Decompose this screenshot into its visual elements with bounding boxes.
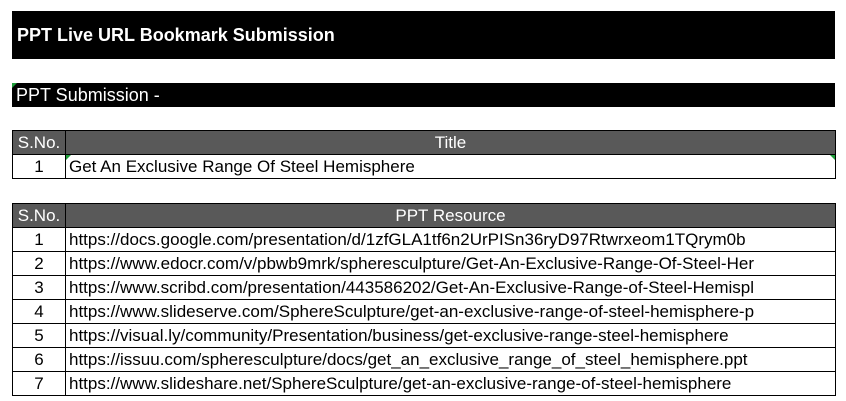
cell-sno[interactable]: 4 — [13, 300, 66, 324]
col-header-title: Title — [66, 131, 836, 155]
table-row — [13, 372, 836, 396]
cell-sno[interactable]: 6 — [13, 348, 66, 372]
resource-table-header — [13, 204, 836, 228]
cell-url-link[interactable]: https://www.edocr.com/v/pbwb9mrk/spheresculpture/Get-An-Exclusive-Range-Of-Steel-Her — [66, 252, 836, 276]
col-header-sno: S.No. — [13, 131, 66, 155]
table-row — [13, 348, 836, 372]
table-row — [13, 155, 836, 179]
table-row — [13, 324, 836, 348]
title-text: Get An Exclusive Range Of Steel Hemisphere — [69, 157, 415, 176]
cell-sno[interactable]: 1 — [13, 155, 66, 179]
cell-url-link[interactable]: https://docs.google.com/presentation/d/1zfGLA1tf6n2UrPISn36ryD97Rtwrxeom1TQrym0b — [66, 228, 836, 252]
cell-sno[interactable]: 7 — [13, 372, 66, 396]
cell-url-link[interactable]: https://www.slideshare.net/SphereSculpture/get-an-exclusive-range-of-steel-hemisphere — [66, 372, 836, 396]
title-table — [12, 130, 836, 179]
comment-marker-icon — [830, 155, 835, 160]
page-title: PPT Live URL Bookmark Submission — [12, 11, 835, 59]
cell-title[interactable] — [66, 155, 836, 179]
title-table-header — [13, 131, 836, 155]
col-header-resource: PPT Resource — [66, 204, 836, 228]
cell-sno[interactable]: 1 — [13, 228, 66, 252]
comment-marker-icon — [66, 155, 71, 160]
cell-sno[interactable]: 5 — [13, 324, 66, 348]
table-row — [13, 300, 836, 324]
resource-table — [12, 203, 836, 396]
section-label: PPT Submission - — [12, 83, 835, 107]
comment-marker-icon — [12, 83, 17, 88]
cell-url-link[interactable]: https://issuu.com/spheresculpture/docs/get_an_exclusive_range_of_steel_hemisphere.ppt — [66, 348, 836, 372]
cell-url-link[interactable]: https://www.scribd.com/presentation/443586202/Get-An-Exclusive-Range-of-Steel-Hemispl — [66, 276, 836, 300]
cell-sno[interactable]: 3 — [13, 276, 66, 300]
cell-sno[interactable]: 2 — [13, 252, 66, 276]
cell-url-link[interactable]: https://visual.ly/community/Presentation/business/get-exclusive-range-steel-hemisphere — [66, 324, 836, 348]
table-row — [13, 228, 836, 252]
table-row — [13, 252, 836, 276]
cell-url-link[interactable]: https://www.slideserve.com/SphereSculpture/get-an-exclusive-range-of-steel-hemisphere-p — [66, 300, 836, 324]
table-row — [13, 276, 836, 300]
col-header-sno: S.No. — [13, 204, 66, 228]
